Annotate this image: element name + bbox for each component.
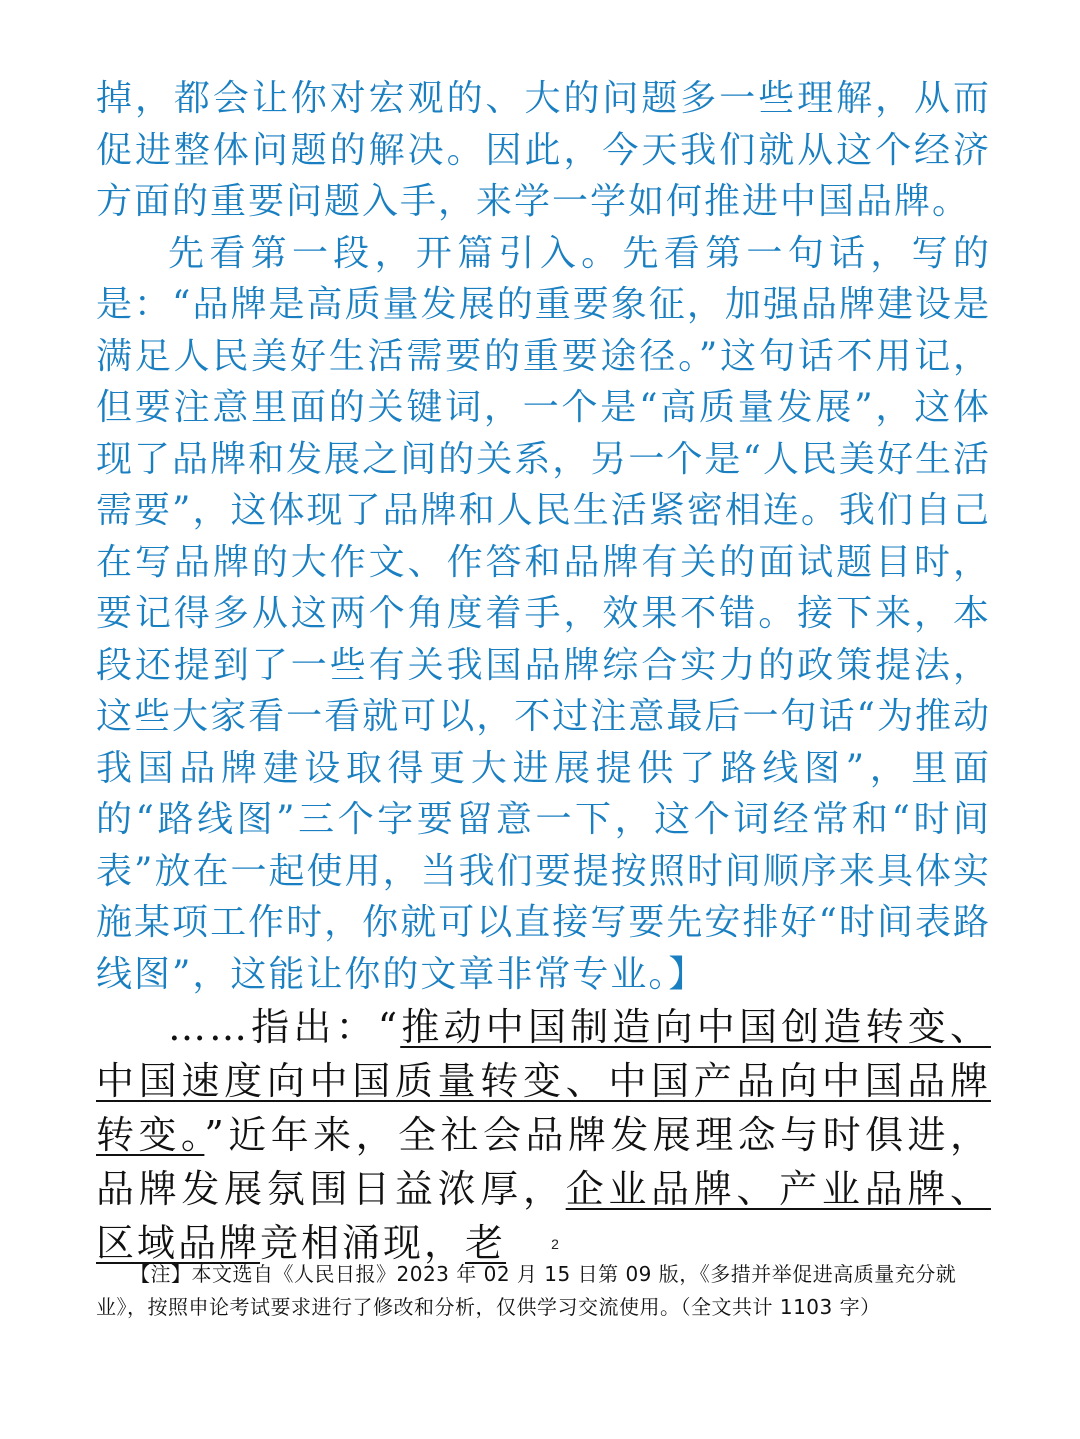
commentary-paragraph-2: 先看第一段，开篇引入。先看第一句话，写的是：“品牌是高质量发展的重要象征，加强品牌建设是满足人民美好生活需要的重要途径。”这句话不用记，但要注意里面的关键词，一个是“高质量发展”，这体现了品牌和发展之间的关系，另一个是“人民美好生活需要”，这体现了品牌和人民生活紧密相连。我们自己在写品牌的大作文、作答和品牌有关的面试题目时，要记得多从这两个角度着手，效果不错。接下来，本段还提到了一些有关我国品牌综合实力的政策提法，这些大家看一看就可以，不过注意最后一句话“为推动我国品牌建设取得更大进展提供了路线图”，里面的“路线图”三个字要留意一下，这个词经常和“时间表”放在一起使用，当我们要提按照时间顺序来具体实施某项工作时，你就可以直接写要先安排好“时间表路线图”，这能让你的文章非常专业。】 xyxy=(96,232,991,995)
article-paragraph xyxy=(96,1000,991,1270)
article-text-segment: 竞相涌现， xyxy=(260,1221,466,1265)
article-text-segment: ……指出：“ xyxy=(168,1005,401,1049)
underlined-phrase: 老 xyxy=(465,1221,507,1265)
underlined-quote: 推动中国制造向中国创造转变、中国速度向中国质量转变、中国产品向中国品牌转变。 xyxy=(96,1005,991,1157)
article-excerpt xyxy=(96,1000,991,1270)
article-text-segment: ”近年来，全社会品牌发展理念与时俱进，品牌发展氛围日益浓厚， xyxy=(96,1113,991,1211)
underlined-phrase: 企业品牌、产业品牌、区域品牌 xyxy=(96,1167,991,1265)
commentary-paragraph-1: 掉，都会让你对宏观的、大的问题多一些理解，从而促进整体问题的解决。因此，今天我们就从这个经济方面的重要问题入手，来学一学如何推进中国品牌。 xyxy=(96,78,991,222)
source-footnote: 【注】本文选自《人民日报》2023 年 02 月 15 日第 09 版，《多措并举促进高质量充分就业》，按照申论考试要求进行了修改和分析，仅供学习交流使用。（全文共计 1103 字） xyxy=(96,1262,957,1319)
analysis-commentary xyxy=(96,73,991,1000)
page-number: 2 xyxy=(551,1236,559,1252)
